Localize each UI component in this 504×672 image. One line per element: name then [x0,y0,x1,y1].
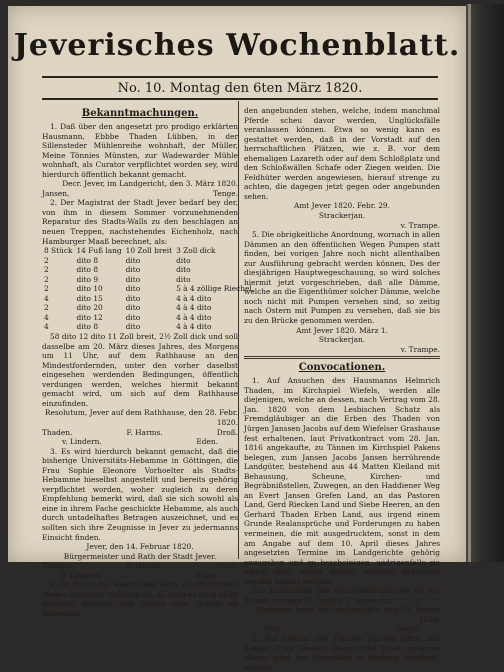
table-cell: dito 8 [76,265,99,275]
table-row [42,275,256,285]
table-cell: 2 [44,265,49,275]
convocation-1: 1. Auf Ansuchen des Hausmanns Helmrich Thaden, im Kirchspiel Wiefels, werden alle diejenigen, welche an dessen, nach Vertrag vom 28. Jan. 1820 von dem Lesbischen Schatz als Fremdgläubiger an die Erben des Thaden von Jürgen Janssen Jacobs auf dem Wiefelser Grashause fest erhaltenen, laut Privatkontract vom 28. Jan. 1816 angekaufte, zu Tännen im Kirchspiel Pakens belegen, zum Jansen Jacobs Jansen herrührende Landgüter, bestehend aus 44 Matten Kleiland mit Behausung, Scheune, Kirchen- und Begräbnißstellen, Zuwegen, an den Haddiener Weg an Evert Jansen Grefen Land, an das Pastoren Land, Gerd Riecken Land und Siebe Heeren, an den Gerhard Thaden Erben Land, aus irgend einem Grunde Realansprüche und Forderungen zu haben vermeinen, die mit ausgedrucktem, sonst in dem am Angabe auf dem 10. April dieses Jahres angesetzten Termine im Landgerichte gehörig anzugeben und zu bescheinigen, widrigenfalls sie damit nicht weiter gehört, sondern präcludirt werden erklärt werden. [244,376,440,586]
table-cell: dito 8 [76,322,99,332]
notice-1-date: Decr. Jever, im Landgericht, den 3. März 1820. [62,179,238,189]
masthead-rule-bottom [42,98,438,100]
right-column [238,106,440,672]
table-row [42,256,256,266]
signature-line [42,437,238,447]
notice-2: 2. Der Magistrat der Stadt Jever bedarf bey der, von ihm in diesem Sommer vorzunehmenden Reparatur des Stadts-Walls zu den beschlagen an neuen Treppen, nachstehendes Eichenholz, nach Hamburger Maaß berechnet, als: [42,198,238,246]
masthead-title: Jeverisches Wochenblatt. [13,28,461,63]
notice-4-continued: den angebunden stehen, welche, indem manchmal Pferde scheu davor werden, Unglücksfälle veranlassen können. Etwa so wenig kann es gestattet werden, daß in der Vorstadt auf den herrschaftlichen Plätzen, wie z. B. vor dem ehemaligen Lazareth oder auf dem Schloßplatz und den Schloßwällen Schafe oder Ziegen weiden. Die Feldhüter werden angewiesen, hierauf strenge zu achten, die dagegen jetzt gegen oder angebunden sehen. [244,106,440,201]
signature: Eden. [196,570,218,580]
signature: Thaden. [42,427,73,437]
table-cell: dito [125,322,141,332]
page-edge [468,4,471,562]
signature-line [42,428,238,438]
notice-3-date: Jever, den 14. Februar 1820. [86,542,194,552]
table-cell: 2 [44,303,49,313]
table-cell: 4 à 4 dito [176,312,212,322]
table-cell: 4 à 4 dito [176,322,212,332]
signature: v. Lindern. [62,570,102,580]
table-row [42,246,256,256]
table-row [42,265,256,275]
issue-line: No. 10. Montag den 6ten März 1820. [117,81,363,96]
table-cell: dito [176,265,191,275]
table-row [42,294,256,304]
signature: Strackerjan. [318,335,366,345]
signature: Tenge. [395,624,420,634]
signature: F. Harms. [126,427,163,437]
table-cell: dito 8 [76,255,99,265]
table-cell: 2 [44,284,49,294]
table-cell: dito 10 [76,284,103,294]
table-cell: 4 [44,293,49,303]
table-cell: dito [125,284,141,294]
left-column [42,106,255,618]
table-cell: dito [125,255,141,265]
table-cell: 5 à 4 zöllige Riechel, [176,284,255,294]
table-cell: dito 12 [76,312,103,322]
table-row [42,303,256,313]
table-cell: dito [176,255,191,265]
book-spine [466,4,504,562]
amt-date-2: Amt Jever 1820. März 1. [296,325,388,335]
table-cell: 14 Fuß lang [76,246,122,256]
table-row [42,322,256,332]
signature-line [244,624,440,634]
table-row [42,313,256,323]
table-cell: dito [176,274,191,284]
section-divider [244,356,440,359]
signature: Droß. [216,561,238,571]
table-cell: dito 20 [76,303,103,313]
section-heading: Convocationen. [298,362,386,374]
masthead-rule-top [42,76,438,78]
table-cell: 4 à 4 dito [176,293,212,303]
signature: v. Trampe. [400,220,440,230]
notice-2-continued: 58 dito 12 dito 11 Zoll breit, 2½ Zoll dick und soll dasselbe am 20. März dieses Jahres, des Morgens um 11 Uhr, auf dem Rathhause an den Mindestfordernden, unter den vorher daselbst eingesehen werdenden Bedingungen, öffentlich verdungen werden, welches hiermit bekannt gemacht wird, um sich auf dem Rathhause einzufinden. [42,332,238,408]
table-cell: 2 [44,255,49,265]
table-cell: 10 Zoll breit [125,246,173,256]
table-cell: 4 à 4 dito [176,303,212,313]
convocation-1-term: Zur Publication des Präclusivbescheides ist ein Termin auf den 15. April d. J. angesetzt. [244,586,440,605]
signature: F. Harms. [126,561,163,571]
table-cell: dito [125,303,141,313]
signature-line [42,189,238,199]
signature: Ittig [264,624,280,634]
timber-table [42,246,256,332]
signature: Jansen, [42,188,70,198]
signature: Strackerjan. [318,211,366,221]
notice-3-magistrate: Bürgermeister und Rath der Stadt Jever. [63,551,217,561]
table-cell: dito [125,265,141,275]
table-cell: dito [125,293,141,303]
signature: v. Trampe. [400,344,440,354]
newspaper-page [8,6,466,672]
notice-4: 4. Da durch das Weiden des Viehs an öffentlichen Wegen durchaus verboten ist, so kann es auch nicht geduldet werden, daß Ziegen oder Schafe an denselben [42,580,238,618]
resolutum-line: Resolutum, Jever auf dem Rathhause, den 28. Febr. 1820. [44,408,238,427]
table-cell: 3 Zoll dick [176,246,216,256]
table-cell: dito 9 [76,274,99,284]
notice-3: 3. Es wird hierdurch bekannt gemacht, daß die bisherige Universitäts-Hebamme in Göttingen, die Frau Sophie Eleonore Vorhoelter als Stadts-Hebamme hieselbst angestellt und bereits gehörig verpflichtet worden, woher zugleich zu deren Empfehlung bemerkt wird, daß sie sich sowohl als eine in ihrem Fache geschickte Hebamme, als auch durch untadelhaftes Betragen auszeichnet, und es sollten sich ihre Zeugnisse in Jever zu jedermanns Einsicht finden. [42,446,238,542]
signature: Tenge. [213,188,238,198]
signature: Eden. [196,437,218,447]
notice-1: 1. Daß über den angesetzt pro prodigo erklärten Hausmann, Ebbbe Thaden Lübben, in der Sillensteder Mühlenreihe wohnhaft, der Müller, Meine Tönnies Münsten, zur Wadewarder Mühle wohnhaft, als Curator verpflichtet worden sey, wird hierdurch öffentlich bekannt gemacht. [42,122,238,179]
table-cell: 2 [44,274,49,284]
table-cell: 4 [44,322,49,332]
notice-5: 5. Die obrigkeitliche Anordnung, wornach in allen Dämmen an den öffentlichen Wegen Pumpen statt finden, bei vorigen Jahre noch nicht allenthalben zur Ausführung gebracht werden können, Des der diesjährigen Hauptwegeschauung, so wird solches hiermit jetzt vorgeschrieben, daß alle Dämme, welche an die Eigenthümer solcher Dämme, welche noch nicht mit Pumpen versehen sind, so zeitig nach Ostern mit Pumpen zu versehen, daß sie bis zu den Brücke genommen werden. [244,230,440,326]
amt-date-1: Amt Jever 1820. Febr. 29. [294,201,390,211]
table-cell: 8 Stück [44,246,73,256]
signature-line [42,561,238,571]
convocation-2: 2. Auf Instanz des Tönnies Janssen Eden und dessen Frau Geeske Margarethe Eden, geborne Harms wird, der Grundlage zu Borhave wohnhaft, werden [244,633,440,672]
signature-line [42,571,238,581]
signature: v. Lindern. [62,437,102,447]
table-cell: dito [125,274,141,284]
section-heading: Bekanntmachungen. [81,108,199,119]
table-cell: dito 15 [76,293,103,303]
table-cell: 4 [44,312,49,322]
table-row [42,284,256,294]
convocation-1-decree: Decretum Jever, im Landgerichte, den 29. Januar 1820. [255,605,440,624]
signature: Thaden. [42,561,73,571]
signature: Droß. [216,427,238,437]
table-cell: dito [125,312,141,322]
